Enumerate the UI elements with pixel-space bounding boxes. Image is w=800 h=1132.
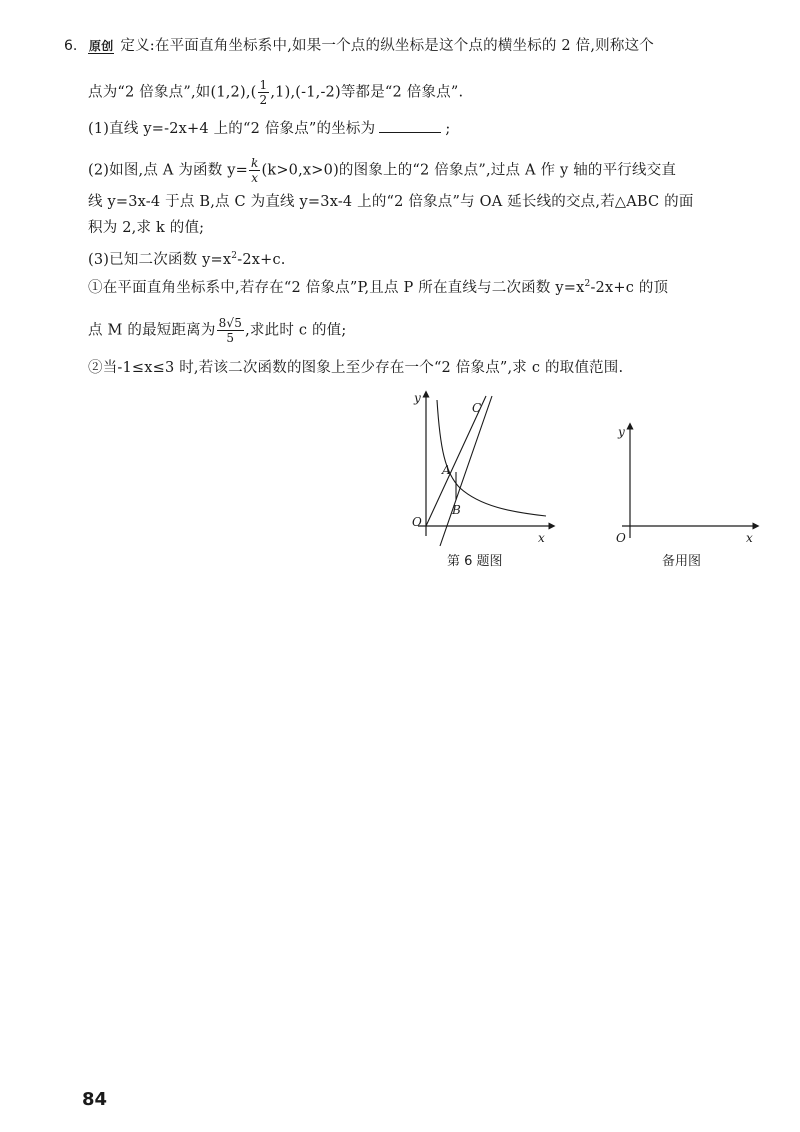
frac-num: 1 bbox=[259, 78, 268, 92]
frac-num: k bbox=[251, 156, 259, 170]
fraction-k-over-x bbox=[249, 156, 260, 185]
sub1-sup: 2 bbox=[584, 279, 591, 289]
sub1-prefix: ①在平面直角坐标系中,若存在“2 倍象点”P,且点 P 所在直线与二次函数 y=x bbox=[88, 279, 585, 296]
line2-prefix: 点为“2 倍象点”,如(1,2),( bbox=[88, 84, 257, 101]
figure-6-graph bbox=[400, 388, 560, 548]
label-o: O bbox=[412, 515, 422, 529]
label-y: y bbox=[414, 391, 421, 405]
question-line-1 bbox=[88, 36, 654, 56]
fraction-distance bbox=[217, 316, 245, 345]
page-number: 84 bbox=[82, 1089, 108, 1110]
part3-suffix: -2x+c. bbox=[237, 251, 286, 268]
part2-suffix: (k>0,x>0)的图象上的“2 倍象点”,过点 A 作 y 轴的平行线交直 bbox=[261, 162, 677, 179]
fraction-half bbox=[258, 78, 270, 107]
part3-sup: 2 bbox=[231, 251, 238, 261]
sub-question-1-line-1 bbox=[88, 274, 668, 298]
part2-prefix: (2)如图,点 A 为函数 y= bbox=[88, 162, 248, 179]
question-line-2 bbox=[88, 78, 463, 107]
label-x: x bbox=[746, 531, 753, 545]
sub-question-1-line-2 bbox=[88, 316, 346, 345]
part-2-line-1 bbox=[88, 156, 676, 185]
sub1-suffix: -2x+c 的顶 bbox=[590, 279, 669, 296]
label-o: O bbox=[616, 531, 626, 545]
part-2-line-2: 线 y=3x-4 于点 B,点 C 为直线 y=3x-4 上的“2 倍象点”与 OA 延长线的交点,若△ABC 的面 bbox=[88, 194, 694, 210]
label-c: C bbox=[472, 401, 482, 415]
frac-den: 2 bbox=[259, 93, 268, 107]
definition-text: 定义:在平面直角坐标系中,如果一个点的纵坐标是这个点的横坐标的 2 倍,则称这个 bbox=[120, 38, 654, 54]
question-number: 6. bbox=[64, 38, 78, 54]
label-b: B bbox=[452, 503, 461, 517]
spare-caption: 备用图 bbox=[662, 554, 702, 569]
frac-den: x bbox=[251, 171, 259, 185]
part-1 bbox=[88, 118, 450, 139]
label-x: x bbox=[538, 531, 545, 545]
spare-graph bbox=[604, 420, 764, 550]
line2-suffix: ,1),(-1,-2)等都是“2 倍象点”. bbox=[270, 84, 464, 101]
part-2-line-3: 积为 2,求 k 的值; bbox=[88, 220, 205, 236]
label-y: y bbox=[618, 425, 625, 439]
label-a: A bbox=[442, 463, 451, 477]
part3-prefix: (3)已知二次函数 y=x bbox=[88, 251, 232, 268]
sub1-line2-prefix: 点 M 的最短距离为 bbox=[88, 322, 216, 339]
part-3 bbox=[88, 246, 286, 270]
hyperbola-curve bbox=[437, 400, 546, 516]
original-tag: 原创 bbox=[89, 39, 114, 53]
part1-text: (1)直线 y=-2x+4 上的“2 倍象点”的坐标为 bbox=[88, 121, 376, 137]
frac-num: 8√5 bbox=[218, 316, 243, 330]
frac-den: 5 bbox=[226, 331, 235, 345]
sub-question-2: ②当-1≤x≤3 时,若该二次函数的图象上至少存在一个“2 倍象点”,求 c 的取值范围. bbox=[88, 360, 624, 376]
answer-blank[interactable] bbox=[379, 118, 441, 133]
part1-end: ; bbox=[445, 121, 451, 137]
figure-6-caption: 第 6 题图 bbox=[447, 554, 503, 569]
sub1-line2-suffix: ,求此时 c 的值; bbox=[245, 322, 347, 339]
